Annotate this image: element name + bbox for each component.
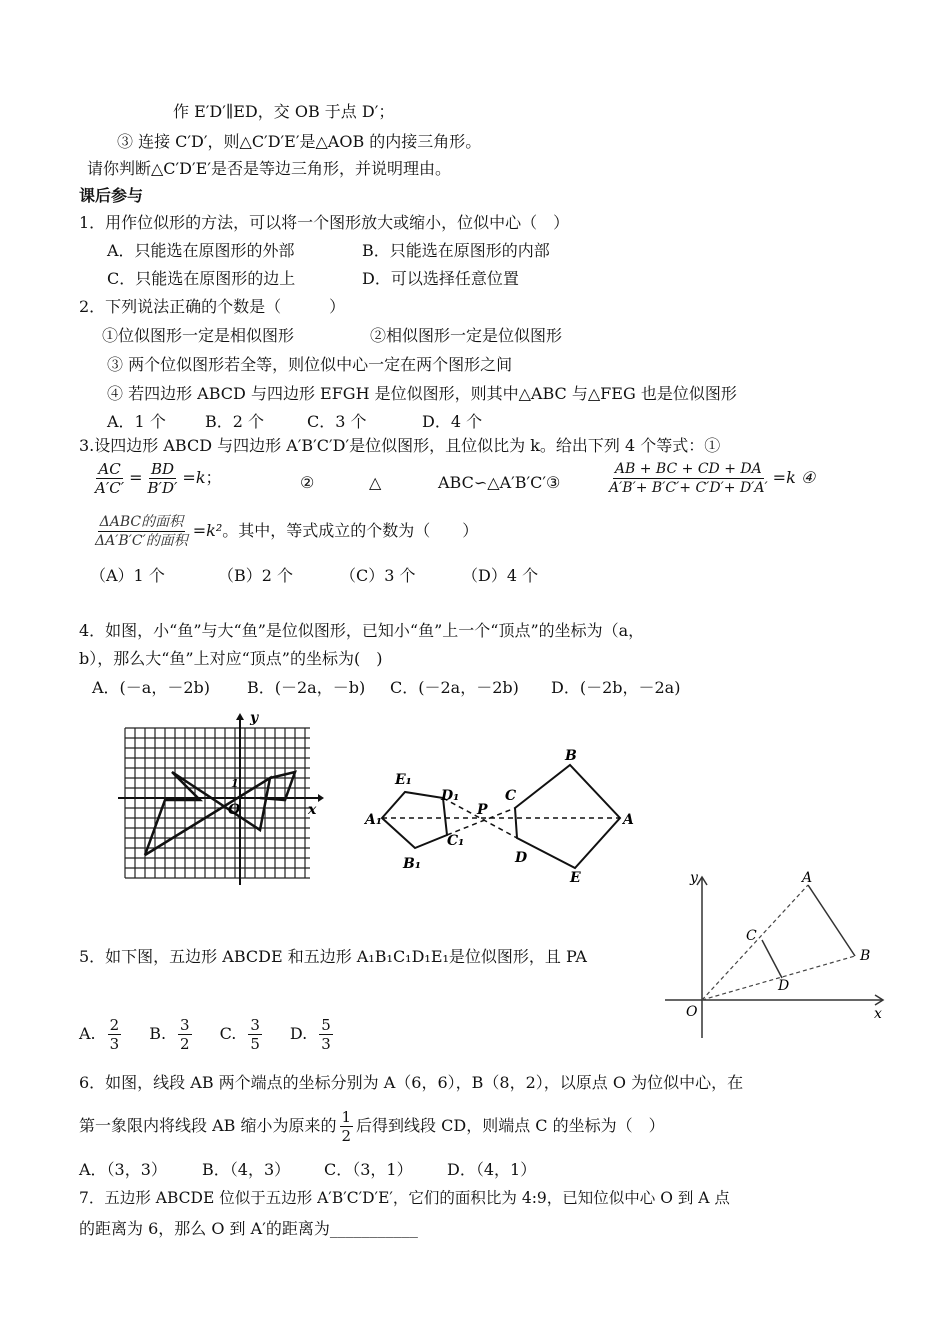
x-arrow [318,794,324,802]
q2-statement-1: ①位似图形一定是相似图形 [102,326,295,345]
q4-option-d: D．(－2b，－2a) [551,678,681,697]
q3-formula-3 [604,460,815,497]
q5-option-d: D. [289,1024,308,1043]
q4-stem-1: 4．如图，小“鱼”与大“鱼”是位似图形，已知小“鱼”上一个“顶点”的坐标为（a， [79,621,645,640]
label-b: B [860,948,871,964]
q6-option-a: A．（3，3） [79,1160,167,1179]
unit-label: 1 [231,777,239,790]
label-a1: A₁ [365,812,382,828]
small-pentagon [382,792,447,848]
label-c: C [505,788,517,804]
q2-stem: 2．下列说法正确的个数是（ ） [79,297,346,316]
frac-num: 5 [321,1016,331,1034]
big-fish [145,772,270,855]
q4-option-b: B．(－2a，－b) [247,678,366,697]
frac-den: 2 [180,1035,190,1053]
segment-ab [808,885,855,956]
eq-k: =k [182,468,206,487]
y-arrow [236,713,244,720]
q3-stem: 3.设四边形 ABCD 与四边形 A′B′C′D′是位似图形，且位似比为 k。给出下列 4 个等式：① [79,436,721,455]
frac-num: AC [98,460,121,478]
label-c: C [746,928,757,944]
q1-option-a: A．只能选在原图形的外部 [107,241,295,260]
large-pentagon [515,765,620,868]
label-b: B [565,748,577,764]
section-title: 课后参与 [79,186,144,205]
q5-stem: 5．如下图，五边形 ABCDE 和五边形 A₁B₁C₁D₁E₁是位似图形，且 PA [79,947,587,966]
q2-statement-2: ②相似图形一定是位似图形 [370,326,563,345]
x-label: x [874,1006,882,1022]
frac-den: B′D′ [147,479,178,497]
q6-stem-2 [79,1108,665,1145]
q2-option-a: A．1 个 [107,412,166,431]
frac-num: 1 [341,1108,352,1126]
label-p: P [477,802,488,818]
q6-option-b: B．（4，3） [202,1160,291,1179]
q2-statement-3: ③ 两个位似图形若全等，则位似中心一定在两个图形之间 [107,355,513,374]
q2-option-c: C．3 个 [307,412,367,431]
frac-num: 2 [109,1016,120,1034]
q5-options [79,1016,336,1053]
frac-num: ΔABC的面积 [99,514,184,530]
segment-figure [660,868,890,1048]
frac-num: 3 [180,1016,190,1034]
q6-stem-1: 6．如图，线段 AB 两个端点的坐标分别为 A（6，6），B（8，2），以原点 O 为位似中心，在 [79,1073,744,1092]
pentagon-figure [355,740,645,890]
q7-stem-1: 7．五边形 ABCDE 位似于五边形 A′B′C′D′E′，它们的面积比为 4:9，已知位似中心 O 到 A 点 [79,1189,730,1207]
label-o: O [686,1004,698,1020]
y-label: y [690,870,698,886]
text-line: 作 E′D′∥ED，交 OB 于点 D′； [173,102,395,121]
frac-den: 5 [250,1035,260,1053]
q5-option-c: C. [219,1024,237,1043]
frac-den: ΔA′B′C′的面积 [95,533,188,549]
label-e1: E₁ [395,772,412,788]
q3-formula-4 [90,513,478,550]
label-a: A [802,870,813,886]
x-label: x [308,802,317,818]
label-e: E [570,870,581,886]
y-label: y [250,710,259,726]
q3-option-d: （D）4 个 [462,566,539,585]
q3-similar: ABC∽△A′B′C′③ [438,473,561,492]
label-b1: B₁ [403,856,421,872]
q1-stem: 1．用作位似形的方法，可以将一个图形放大或缩小，位似中心（ ） [79,213,570,232]
q6-stem-2a: 第一象限内将线段 AB 缩小为原来的 [79,1116,337,1135]
frac-num: 3 [250,1016,260,1034]
semicolon: ； [205,468,222,487]
q5-option-a: A. [79,1024,96,1043]
frac-den: A′B′+ B′C′+ C′D′+ D′A′ [609,480,768,496]
q3-option-a: （A）1 个 [90,566,165,585]
label-d: D [778,978,790,994]
fish-figure [110,710,330,895]
q1-option-d: D．可以选择任意位置 [362,269,519,288]
q7-stem-2: 的距离为 6，那么 O 到 A′的距离为___________ [79,1219,418,1238]
q4-option-a: A．(－a，－2b) [92,678,211,697]
frac-den: 3 [109,1035,120,1053]
frac-den: 3 [321,1035,331,1053]
label-d: D [515,850,528,866]
text-line: 请你判断△C′D′E′是否是等边三角形，并说明理由。 [87,159,451,178]
q3-circ-2: ② [300,473,315,492]
label-a: A [623,812,634,828]
q3-option-c: （C）3 个 [340,566,416,585]
q4-option-c: C．(－2a，－2b) [390,678,519,697]
eq-k: =k ④ [772,468,816,487]
origin-label: O [228,802,241,818]
q3-formula-1: $\frac{AC}{A'C'}$ = $\frac{BD}{B'D'}$ =k； [95,460,222,497]
q3-tail: 。其中，等式成立的个数为（ ） [222,521,479,540]
label-d1: D₁ [441,788,460,804]
q3-option-b: （B）2 个 [218,566,294,585]
q2-option-b: B．2 个 [205,412,265,431]
eq-k2: =k² [192,521,223,540]
q2-statement-4: ④ 若四边形 ABCD 与四边形 EFGH 是位似图形，则其中△ABC 与△FEG 也是位似图形 [107,384,737,403]
q1-option-b: B．只能选在原图形的内部 [362,241,550,260]
frac-num: AB + BC + CD + DA [614,461,762,477]
q6-option-c: C．（3，1） [324,1160,413,1179]
segment-cd [762,940,782,978]
frac-num: BD [150,460,174,478]
q2-option-d: D．4 个 [422,412,483,431]
q4-stem-2: b），那么大“鱼”上对应“顶点”的坐标为( ) [79,649,383,668]
q5-option-b: B. [149,1024,167,1043]
frac-den: 2 [341,1127,352,1145]
text-line: ③ 连接 C′D′，则△C′D′E′是△AOB 的内接三角形。 [117,132,482,151]
q6-stem-2b: 后得到线段 CD，则端点 C 的坐标为（ ） [356,1116,665,1135]
q1-option-c: C．只能选在原图形的边上 [107,269,296,288]
frac-den: A′C′ [95,479,125,497]
label-c1: C₁ [447,833,465,849]
q6-option-d: D．（4，1） [447,1160,537,1179]
q3-triangle: △ [369,473,382,492]
